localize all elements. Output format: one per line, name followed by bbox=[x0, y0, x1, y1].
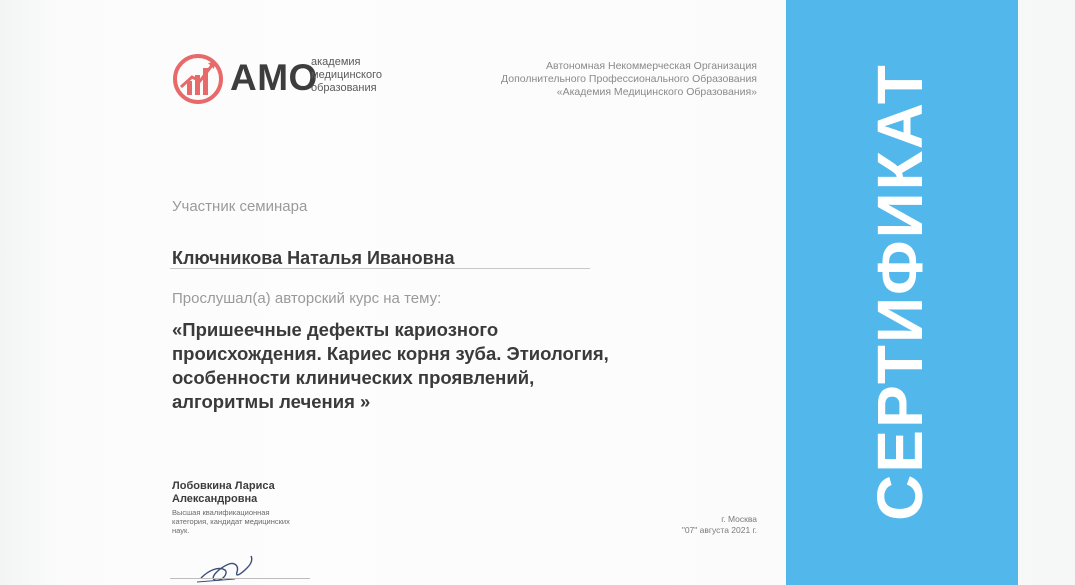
organization-line: Автономная Некоммерческая Организация bbox=[546, 60, 757, 72]
role-label: Участник семинара bbox=[172, 198, 308, 215]
signer-name bbox=[172, 480, 322, 506]
city: г. Москва bbox=[721, 514, 757, 524]
handwritten-signature bbox=[195, 552, 265, 585]
signer-credentials-line: наук. bbox=[172, 526, 190, 535]
course-title bbox=[172, 318, 672, 414]
organization-line: Дополнительного Профессионального Образования bbox=[501, 73, 757, 85]
signer-credentials bbox=[172, 508, 322, 535]
course-title-line: происхождения. Кариес корня зуба. Этиология, bbox=[172, 343, 609, 364]
course-title-line: «Пришеечные дефекты кариозного bbox=[172, 319, 499, 340]
signer-name-line: Лобовкина Лариса bbox=[172, 480, 275, 492]
signer-credentials-line: категория, кандидат медицинских bbox=[172, 517, 290, 526]
course-title-line: алгоритмы лечения » bbox=[172, 391, 371, 412]
logo-subtitle-line: академия bbox=[311, 56, 361, 68]
certificate-heading: СЕРТИФИКАТ bbox=[864, 63, 936, 521]
course-title-line: особенности клинических проявлений, bbox=[172, 367, 535, 388]
logo-subtitle bbox=[311, 56, 401, 95]
name-underline bbox=[170, 268, 590, 269]
signer-credentials-line: Высшая квалификационная bbox=[172, 508, 270, 517]
organization-line: «Академия Медицинского Образования» bbox=[556, 86, 757, 98]
issue-date: "07" августа 2021 г. bbox=[681, 525, 757, 535]
organization-name bbox=[457, 60, 757, 99]
signer-block bbox=[172, 480, 322, 535]
logo-subtitle-line: образования bbox=[311, 82, 377, 94]
place-and-date bbox=[557, 514, 757, 536]
signer-name-line: Александровна bbox=[172, 493, 258, 505]
signature-line bbox=[170, 578, 310, 579]
chart-logo-icon bbox=[172, 53, 224, 105]
logo-subtitle-line: медицинского bbox=[311, 69, 382, 81]
logo-abbreviation: АМО bbox=[230, 57, 318, 98]
course-label: Прослушал(а) авторский курс на тему: bbox=[172, 290, 442, 307]
participant-name: Ключникова Наталья Ивановна bbox=[172, 248, 455, 268]
amo-logo bbox=[172, 50, 392, 106]
